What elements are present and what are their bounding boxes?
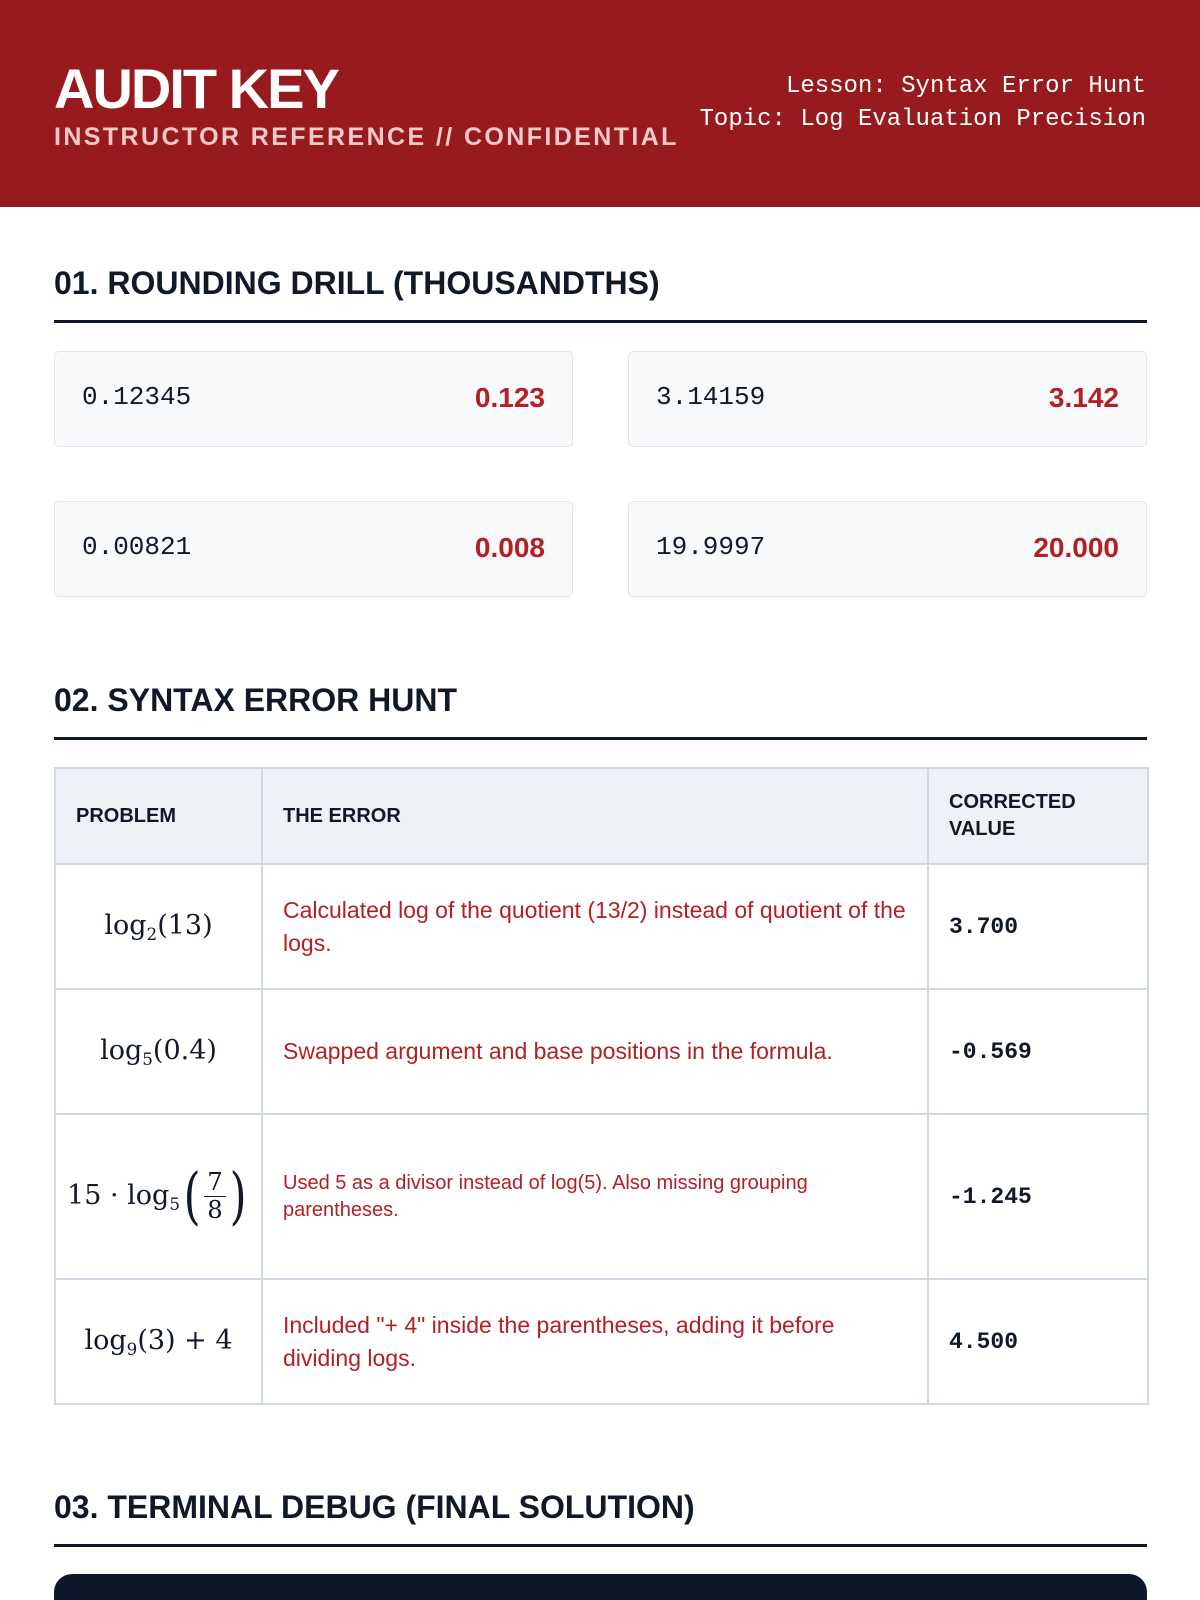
page-subtitle: INSTRUCTOR REFERENCE // CONFIDENTIAL (54, 123, 679, 151)
page-title: AUDIT KEY (54, 57, 338, 120)
error-cell: Calculated log of the quotient (13/2) instead of quotient of the logs. (262, 864, 928, 989)
drill-card (54, 501, 573, 597)
section-title-syntax: 02. SYNTAX ERROR HUNT (54, 682, 458, 718)
lesson-label: Lesson: Syntax Error Hunt (785, 73, 1146, 100)
error-cell: Included "+ 4" inside the parentheses, adding it before dividing logs. (262, 1279, 928, 1404)
error-cell: Used 5 as a divisor instead of log(5). Also missing grouping parentheses. (262, 1114, 928, 1279)
drill-answer-value: 0.123 (474, 382, 545, 413)
column-header-problem: PROBLEM (55, 768, 262, 864)
drill-answer-value: 3.142 (1048, 382, 1119, 413)
terminal-panel (54, 1574, 1147, 1600)
drill-input-value: 0.12345 (82, 382, 192, 412)
table-row (55, 1114, 1148, 1279)
column-header-error: THE ERROR (262, 768, 928, 864)
column-header-corrected: CORRECTED VALUE (928, 768, 1148, 864)
problem-cell: $\log_5(0.4)$ (55, 989, 262, 1114)
section-divider (54, 737, 1147, 740)
drill-card (628, 501, 1147, 597)
drill-card (54, 351, 573, 447)
drill-input-value: 3.14159 (656, 382, 766, 412)
corrected-value-cell: 3.700 (928, 864, 1148, 989)
topic-label: Topic: Log Evaluation Precision (699, 106, 1146, 133)
drill-answer-value: 20.000 (1033, 532, 1119, 563)
drill-input-value: 19.9997 (656, 532, 766, 562)
lesson-meta (700, 70, 1146, 136)
table-header-row (55, 768, 1148, 864)
section-divider (54, 320, 1147, 323)
corrected-value-cell: -1.245 (928, 1114, 1148, 1279)
header-banner (0, 0, 1200, 207)
corrected-value-cell: -0.569 (928, 989, 1148, 1114)
corrected-value-cell: 4.500 (928, 1279, 1148, 1404)
error-cell: Swapped argument and base positions in the formula. (262, 989, 928, 1114)
table-row (55, 989, 1148, 1114)
drill-card (628, 351, 1147, 447)
syntax-error-table (54, 767, 1149, 1405)
problem-cell: $15 \cdot \log_5$( $\frac{7}{8}$ ) (55, 1114, 262, 1279)
problem-cell: $\log_2(13)$ (55, 864, 262, 989)
drill-answer-value: 0.008 (474, 532, 545, 563)
problem-cell: $\log_9(3) + 4$ (55, 1279, 262, 1404)
section-title-rounding: 01. ROUNDING DRILL (THOUSANDTHS) (54, 265, 660, 301)
section-divider (54, 1544, 1147, 1547)
section-title-terminal: 03. TERMINAL DEBUG (FINAL SOLUTION) (54, 1489, 695, 1525)
drill-input-value: 0.00821 (82, 532, 192, 562)
table-row (55, 864, 1148, 989)
table-row (55, 1279, 1148, 1404)
